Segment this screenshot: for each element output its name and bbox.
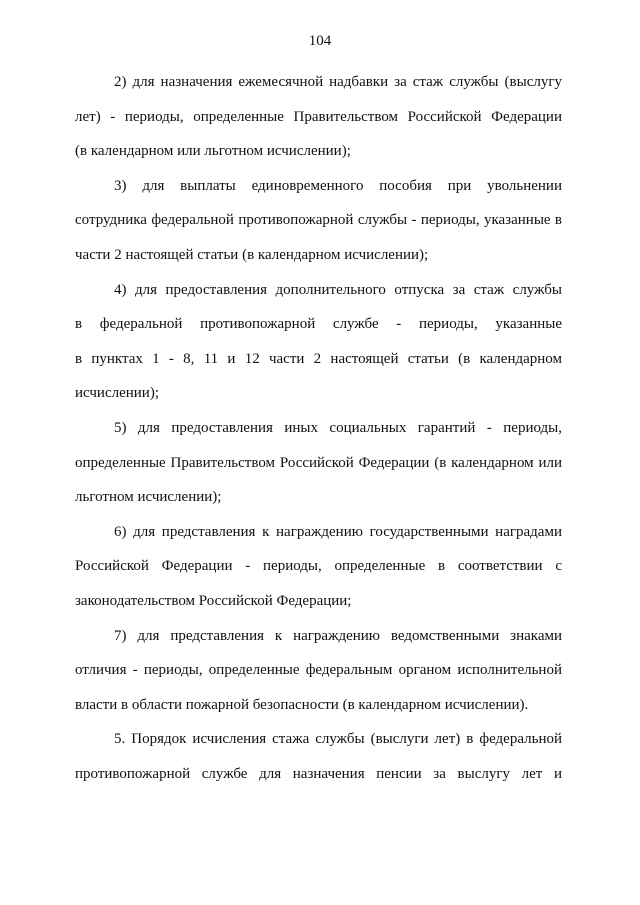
- page-number: 104: [308, 33, 332, 49]
- text-line: 5. Порядок исчисления стажа службы (выслуги лет) в федеральной: [114, 731, 562, 748]
- text-line: 4) для предоставления дополнительного отпуска за стаж службы: [114, 281, 562, 298]
- text-line: в пунктах 1 - 8, 11 и 12 части 2 настоящей статьи (в календарном: [75, 350, 562, 367]
- text-line: 6) для представления к награждению государственными наградами: [114, 523, 562, 540]
- text-line: 7) для представления к награждению ведомственными знаками: [114, 627, 562, 644]
- document-body: [75, 65, 562, 791]
- text-line: 2) для назначения ежемесячной надбавки за стаж службы (выслугу: [114, 74, 562, 90]
- text-line: части 2 настоящей статьи (в календарном исчислении);: [75, 246, 429, 263]
- paragraph-item-4: [75, 273, 562, 411]
- text-line: лет) - периоды, определенные Правительством Российской Федерации: [75, 108, 562, 125]
- text-line: противопожарной службе для назначения пенсии за выслугу лет и: [75, 765, 562, 782]
- paragraph-section-5: [75, 722, 562, 791]
- text-line: законодательством Российской Федерации;: [75, 592, 352, 609]
- paragraph-item-3: [75, 169, 562, 273]
- text-line: льготном исчислении);: [75, 489, 222, 506]
- text-line: сотрудника федеральной противопожарной службы - периоды, указанные в: [75, 212, 562, 229]
- text-line: 5) для предоставления иных социальных гарантий - периоды,: [114, 419, 562, 436]
- text-line: отличия - периоды, определенные федеральным органом исполнительной: [75, 662, 562, 679]
- text-line: определенные Правительством Российской Федерации (в календарном или: [75, 454, 562, 471]
- paragraph-item-2: [75, 65, 562, 169]
- paragraph-item-7: [75, 619, 562, 723]
- text-line: власти в области пожарной безопасности (в календарном исчислении).: [75, 696, 529, 713]
- text-line: Российской Федерации - периоды, определенные в соответствии с: [75, 558, 562, 575]
- text-line: исчислении);: [75, 385, 160, 402]
- paragraph-item-6: [75, 515, 562, 619]
- text-line: в федеральной противопожарной службе - периоды, указанные: [75, 316, 562, 333]
- text-line: 3) для выплаты единовременного пособия при увольнении: [114, 177, 562, 194]
- paragraph-item-5: [75, 411, 562, 515]
- text-line: (в календарном или льготном исчислении);: [75, 143, 351, 160]
